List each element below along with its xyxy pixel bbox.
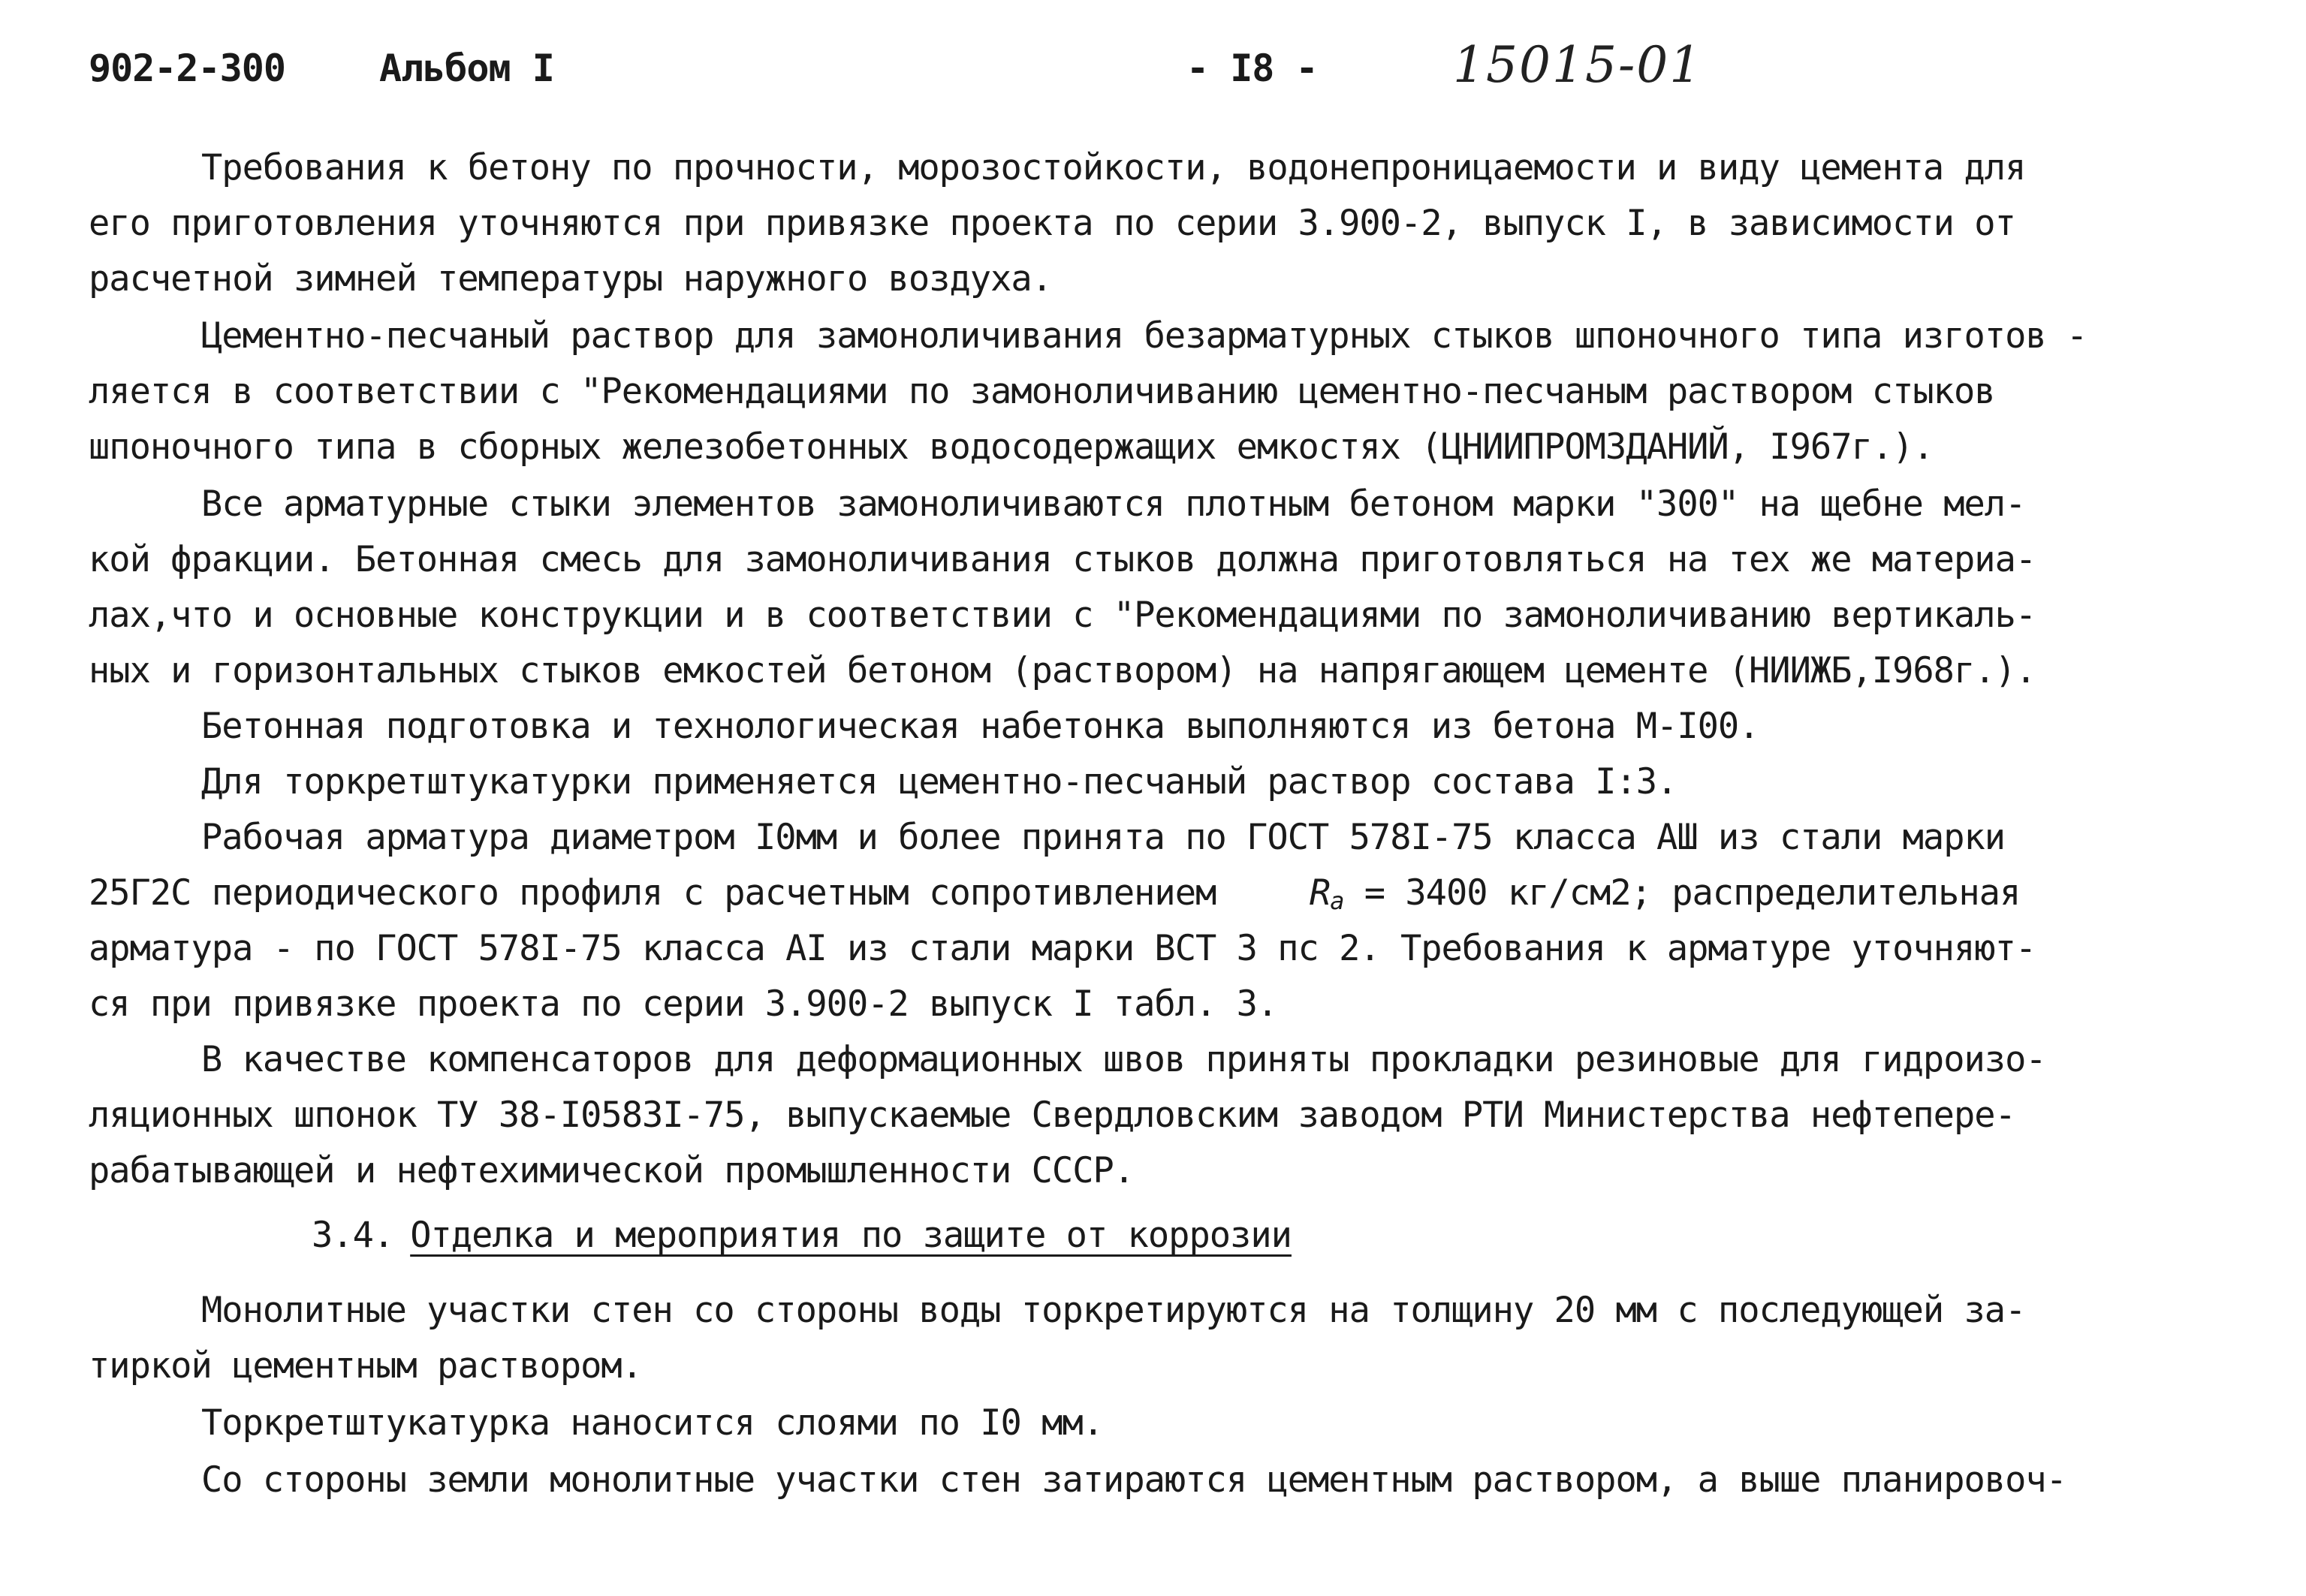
album-label: Альбом I (379, 47, 554, 90)
text-line: его приготовления уточняются при привязке проекта по серии 3.900-2, выпуск I, в зависимости от (89, 203, 2015, 244)
text-line: Монолитные участки стен со стороны воды торкретируются на толщину 20 мм с последующей за- (201, 1290, 2026, 1331)
text-line: ляционных шпонок ТУ 38-I0583I-75, выпускаемые Свердловским заводом РТИ Министерства нефтепере- (89, 1095, 2015, 1136)
text-line: арматура - по ГОСТ 578I-75 класса АI из стали марки ВСТ 3 пс 2. Требования к арматуре уточняют- (89, 928, 2036, 969)
text-line: шпоночного типа в сборных железобетонных водосодержащих емкостях (ЦНИИПРОМЗДАНИЙ, I967г.). (89, 426, 1934, 468)
text-line: Все арматурные стыки элементов замоноличиваются плотным бетоном марки "300" на щебне мел- (201, 483, 2026, 525)
text-line: Требования к бетону по прочности, морозостойкости, водонепроницаемости и виду цемента для (201, 147, 2026, 188)
text-line: ных и горизонтальных стыков емкостей бетоном (раствором) на напрягающем цементе (НИИЖБ,I968г.). (89, 650, 2036, 691)
text-line: Бетонная подготовка и технологическая набетонка выполняются из бетона М-I00. (201, 706, 1759, 747)
section-heading (312, 1215, 1292, 1256)
text-line: Цементно-песчаный раствор для замоноличивания безарматурных стыков шпоночного типа изготов - (201, 315, 2087, 357)
text-line (89, 872, 2020, 915)
section-title: Отделка и мероприятия по защите от коррозии (410, 1215, 1292, 1256)
text-segment: 25Г2С периодического профиля с расчетным сопротивлением (89, 872, 1216, 914)
text-line: Для торкретштукатурки применяется цементно-песчаный раствор состава I:3. (201, 761, 1678, 803)
text-segment: = 3400 кг/см2; распределительная (1364, 872, 2021, 914)
text-line: тиркой цементным раствором. (89, 1345, 643, 1387)
text-line: расчетной зимней температуры наружного воздуха. (89, 258, 1052, 300)
text-line: кой фракции. Бетонная смесь для замоноличивания стыков должна приготовляться на тех же материа- (89, 539, 2036, 580)
handwritten-number: 15015-01 (1453, 36, 1703, 94)
text-line: ся при привязке проекта по серии 3.900-2 выпуск I табл. 3. (89, 983, 1278, 1025)
text-line: лах,что и основные конструкции и в соответствии с "Рекомендациями по замоноличиванию вертикаль- (89, 595, 2036, 636)
text-line: Рабочая арматура диаметром I0мм и более принята по ГОСТ 578I-75 класса АШ из стали марки (201, 817, 2006, 858)
text-line: ляется в соответствии с "Рекомендациями по замоноличиванию цементно-песчаным раствором стыков (89, 371, 1995, 412)
page-number: - I8 - (1186, 47, 1318, 90)
text-line: Со стороны земли монолитные участки стен затираются цементным раствором, а выше планировоч- (201, 1459, 2066, 1501)
text-line: Торкретштукатурка наносится слоями по I0 мм. (201, 1402, 1104, 1444)
section-number: 3.4. (312, 1215, 394, 1256)
text-line: В качестве компенсаторов для деформационных швов приняты прокладки резиновые для гидроизо- (201, 1039, 2046, 1080)
formula-r-a: Ra (1309, 872, 1344, 915)
text-line: рабатывающей и нефтехимической промышленности СССР. (89, 1150, 1135, 1191)
document-code: 902-2-300 (89, 47, 285, 90)
